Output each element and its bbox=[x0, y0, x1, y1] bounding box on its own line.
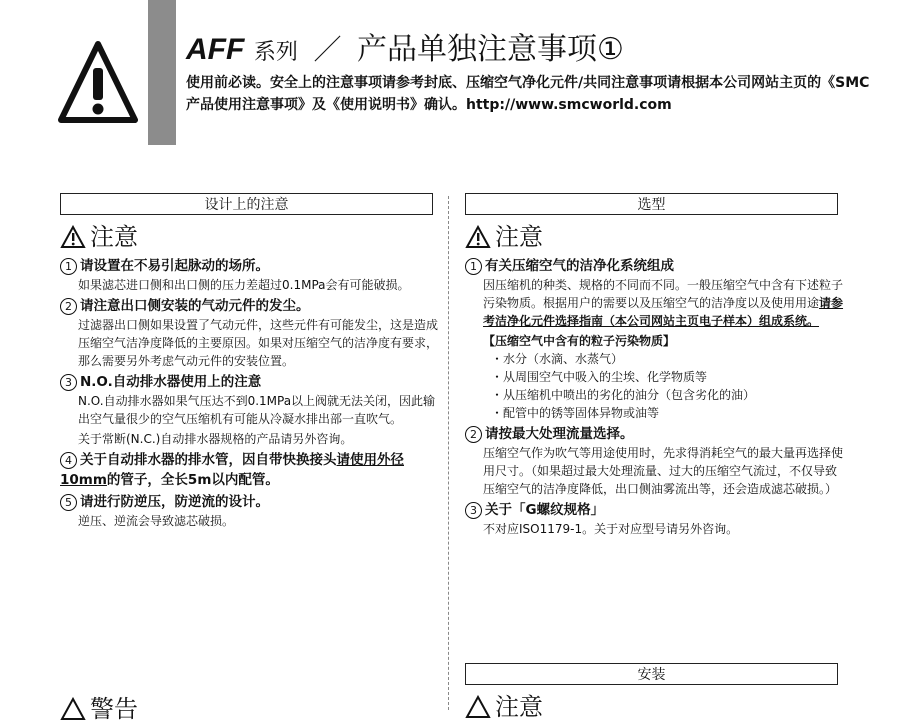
item-title-1: 1 请设置在不易引起脉动的场所。 bbox=[60, 256, 440, 276]
title-text: 产品单独注意事项① bbox=[357, 32, 624, 67]
item-body-r3: 不对应ISO1179-1。关于对应型号请另外咨询。 bbox=[483, 522, 739, 536]
warning-label: 警告 bbox=[90, 695, 138, 723]
caution-triangle-icon bbox=[465, 225, 491, 249]
section-head-design: 设计上的注意 bbox=[60, 193, 433, 215]
item-body-r2: 压缩空气作为吹气等用途使用时，先求得消耗空气的最大量再选择使用尺寸。（如果超过最大处理流量、过大的压缩空气流过，不仅导致压缩空气的洁净度降低，出口侧油雾流出等，还会造成滤芯破损。） bbox=[483, 446, 844, 496]
caution-heading-right bbox=[465, 222, 845, 252]
caution-triangle-icon bbox=[465, 695, 491, 719]
caution-triangle-icon bbox=[60, 225, 86, 249]
item-body-r1: 因压缩机的种类、规格的不同而不同。一般压缩空气中含有下述粒子污染物质。根据用户的需要以及压缩空气的洁净度以及使用用途请参考洁净化元件选择指南（本公司网站主页电子样本）组成系统。 bbox=[483, 278, 844, 328]
item-title-2: 2 请注意出口侧安装的气动元件的发尘。 bbox=[60, 296, 440, 316]
install-caution-heading bbox=[465, 692, 543, 722]
particle-list-heading: 【压缩空气中含有的粒子污染物质】 bbox=[483, 334, 676, 348]
item-body-2: 过滤器出口侧如果设置了气动元件，这些元件有可能发尘，这是造成压缩空气洁净度降低的主要原因。如果对压缩空气的洁净度有要求，那么需要另外考虑气动元件的安装位置。 bbox=[78, 318, 439, 368]
item-title-4: 4 关于自动排水器的排水管，因自带快换接头请使用外径10mm的管子，全长5m以内配管。 bbox=[60, 452, 404, 488]
item-body-3: N.O.自动排水器如果气压达不到0.1MPa以上阀就无法关闭，因此输出空气量很少的空气压缩机有可能从冷凝水排出部一直吹气。 bbox=[78, 394, 436, 426]
product-series-code: AFF bbox=[186, 33, 245, 66]
right-column bbox=[465, 222, 845, 540]
header-accent-bar bbox=[148, 0, 176, 145]
item-title-r3: 3 关于「G螺纹规格」 bbox=[465, 500, 845, 520]
list-item: ・从周围空气中吸入的尘埃、化学物质等 bbox=[491, 370, 708, 384]
item-body-3b: 关于常断(N.C.)自动排水器规格的产品请另外咨询。 bbox=[78, 432, 353, 446]
item-title-r1: 1 有关压缩空气的洁净化系统组成 bbox=[465, 256, 845, 276]
item-title-r2: 2 请按最大处理流量选择。 bbox=[465, 424, 845, 444]
item-title-5: 5 请进行防逆压，防逆流的设计。 bbox=[60, 492, 440, 512]
caution-label: 注意 bbox=[90, 223, 138, 251]
column-divider bbox=[448, 196, 449, 710]
item-body-1: 如果滤芯进口侧和出口侧的压力差超过0.1MPa会有可能破损。 bbox=[78, 278, 410, 292]
item-title-3: 3 N.O.自动排水器使用上的注意 bbox=[60, 372, 440, 392]
title-slash: ／ bbox=[313, 33, 342, 66]
warning-heading bbox=[60, 694, 138, 724]
install-caution-label: 注意 bbox=[495, 693, 543, 721]
left-column bbox=[60, 222, 440, 532]
item-body-5: 逆压、逆流会导致滤芯破损。 bbox=[78, 514, 235, 528]
caution-label: 注意 bbox=[495, 223, 543, 251]
page-title bbox=[186, 30, 624, 73]
list-item: ・从压缩机中喷出的劣化的油分（包含劣化的油） bbox=[491, 388, 756, 402]
caution-heading bbox=[60, 222, 440, 252]
intro-text: 使用前必读。安全上的注意事项请参考封底、压缩空气净化元件/共同注意事项请根据本公司网站主页的《SMC产品使用注意事项》及《使用说明书》确认。http://www.smcworld.com bbox=[186, 75, 870, 113]
series-label: 系列 bbox=[253, 40, 298, 65]
warning-small-triangle-icon bbox=[60, 697, 86, 721]
section-head-install: 安装 bbox=[465, 663, 838, 685]
list-item: ・配管中的锈等固体异物或油等 bbox=[491, 406, 660, 420]
section-head-selection: 选型 bbox=[465, 193, 838, 215]
list-item: ・水分（水滴、水蒸气） bbox=[491, 352, 624, 366]
warning-triangle-icon bbox=[58, 40, 138, 126]
